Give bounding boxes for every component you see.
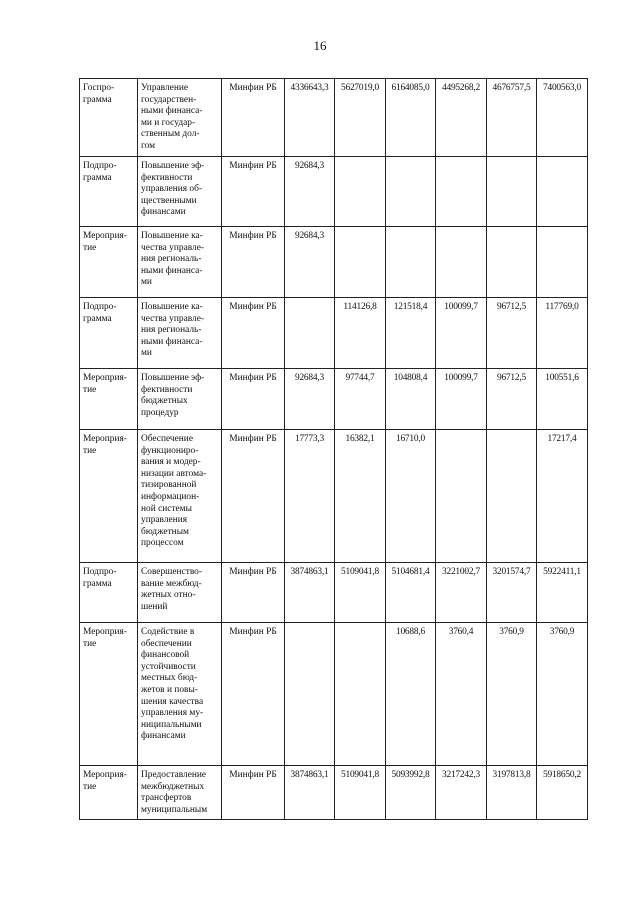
row-name-cell: Повышение ка- чества управле- ния региональ- ными финанса- ми — [138, 298, 222, 369]
table-row — [80, 369, 588, 430]
value-cell-6: 17217,4 — [537, 430, 588, 563]
value-cell-3 — [386, 227, 436, 298]
table-row — [80, 227, 588, 298]
value-cell-3 — [386, 157, 436, 227]
value-cell-6: 5918650,2 — [537, 766, 588, 820]
value-cell-1 — [285, 298, 335, 369]
value-cell-3: 16710,0 — [386, 430, 436, 563]
row-responsible-cell: Минфин РБ — [222, 623, 285, 766]
row-type-cell: Подпро- грамма — [80, 563, 138, 623]
value-cell-1: 3874863,1 — [285, 563, 335, 623]
value-cell-1: 3874863,1 — [285, 766, 335, 820]
row-responsible-cell: Минфин РБ — [222, 157, 285, 227]
row-name-cell: Повышение эф- фективности бюджетных процедур — [138, 369, 222, 430]
value-cell-3: 5104681,4 — [386, 563, 436, 623]
page-number: 16 — [313, 38, 327, 53]
value-cell-2: 97744,7 — [335, 369, 386, 430]
value-cell-4 — [436, 430, 487, 563]
row-responsible-cell: Минфин РБ — [222, 766, 285, 820]
value-cell-5 — [487, 227, 537, 298]
value-cell-6 — [537, 157, 588, 227]
value-cell-4: 3221002,7 — [436, 563, 487, 623]
value-cell-2: 5109041,8 — [335, 766, 386, 820]
value-cell-2: 114126,8 — [335, 298, 386, 369]
table-row — [80, 298, 588, 369]
value-cell-3: 6164085,0 — [386, 79, 436, 157]
table-row — [80, 563, 588, 623]
value-cell-1 — [285, 623, 335, 766]
value-cell-1: 92684,3 — [285, 369, 335, 430]
row-name-cell: Управление государствен- ными финанса- ми и государ- ственным дол- гом — [138, 79, 222, 157]
value-cell-4: 100099,7 — [436, 298, 487, 369]
row-responsible-cell: Минфин РБ — [222, 298, 285, 369]
value-cell-2 — [335, 227, 386, 298]
value-cell-5 — [487, 157, 537, 227]
table-row — [80, 79, 588, 157]
value-cell-5: 96712,5 — [487, 298, 537, 369]
row-type-cell: Мероприя- тие — [80, 766, 138, 820]
value-cell-1: 92684,3 — [285, 157, 335, 227]
value-cell-5: 4676757,5 — [487, 79, 537, 157]
table-row — [80, 157, 588, 227]
value-cell-3: 10688,6 — [386, 623, 436, 766]
row-responsible-cell: Минфин РБ — [222, 79, 285, 157]
value-cell-3: 121518,4 — [386, 298, 436, 369]
table-row — [80, 623, 588, 766]
value-cell-6: 100551,6 — [537, 369, 588, 430]
value-cell-5: 3760,9 — [487, 623, 537, 766]
row-type-cell: Мероприя- тие — [80, 430, 138, 563]
budget-table — [79, 78, 588, 820]
row-responsible-cell: Минфин РБ — [222, 369, 285, 430]
value-cell-5: 96712,5 — [487, 369, 537, 430]
value-cell-2 — [335, 157, 386, 227]
value-cell-5: 3201574,7 — [487, 563, 537, 623]
row-name-cell: Повышение эф- фективности управления об- щественными финансами — [138, 157, 222, 227]
row-responsible-cell: Минфин РБ — [222, 563, 285, 623]
value-cell-5 — [487, 430, 537, 563]
value-cell-2: 16382,1 — [335, 430, 386, 563]
row-name-cell: Совершенство- вание межбюд- жетных отно- шений — [138, 563, 222, 623]
row-name-cell: Обеспечение функциониро- вания и модер- низации автома- тизированной информацион- ной системы управления бюджетным процессом — [138, 430, 222, 563]
table-row — [80, 430, 588, 563]
value-cell-2: 5109041,8 — [335, 563, 386, 623]
row-type-cell: Мероприя- тие — [80, 227, 138, 298]
value-cell-1: 4336643,3 — [285, 79, 335, 157]
row-type-cell: Подпро- грамма — [80, 298, 138, 369]
value-cell-6: 117769,0 — [537, 298, 588, 369]
row-type-cell: Подпро- грамма — [80, 157, 138, 227]
value-cell-4 — [436, 157, 487, 227]
value-cell-6: 5922411,1 — [537, 563, 588, 623]
value-cell-6: 7400563,0 — [537, 79, 588, 157]
value-cell-4: 3760,4 — [436, 623, 487, 766]
value-cell-6: 3760,9 — [537, 623, 588, 766]
row-type-cell: Мероприя- тие — [80, 623, 138, 766]
value-cell-2: 5627019,0 — [335, 79, 386, 157]
table-row — [80, 766, 588, 820]
row-name-cell: Содействие в обеспечении финансовой устойчивости местных бюд- жетов и повы- шения качества управления му- ниципальными финансами — [138, 623, 222, 766]
row-responsible-cell: Минфин РБ — [222, 430, 285, 563]
row-type-cell: Мероприя- тие — [80, 369, 138, 430]
value-cell-1: 92684,3 — [285, 227, 335, 298]
value-cell-6 — [537, 227, 588, 298]
value-cell-1: 17773,3 — [285, 430, 335, 563]
value-cell-2 — [335, 623, 386, 766]
value-cell-4: 100099,7 — [436, 369, 487, 430]
value-cell-3: 104808,4 — [386, 369, 436, 430]
value-cell-4: 4495268,2 — [436, 79, 487, 157]
row-responsible-cell: Минфин РБ — [222, 227, 285, 298]
value-cell-3: 5093992,8 — [386, 766, 436, 820]
row-name-cell: Предоставление межбюджетных трансфертов муниципальным — [138, 766, 222, 820]
row-name-cell: Повышение ка- чества управле- ния региональ- ными финанса- ми — [138, 227, 222, 298]
value-cell-4: 3217242,3 — [436, 766, 487, 820]
value-cell-5: 3197813,8 — [487, 766, 537, 820]
value-cell-4 — [436, 227, 487, 298]
row-type-cell: Госпро- грамма — [80, 79, 138, 157]
